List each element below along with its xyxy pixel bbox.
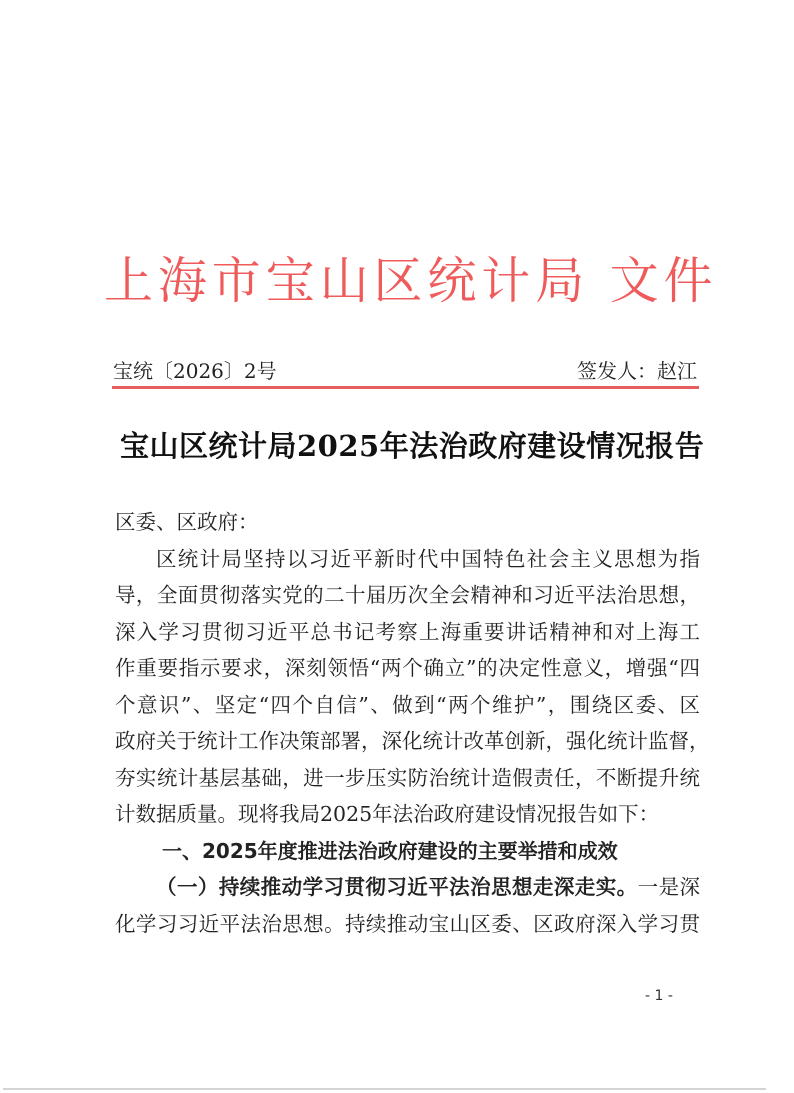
document-number: 宝统〔2026〕2号 xyxy=(113,359,277,383)
page-bottom-edge xyxy=(3,1088,766,1090)
document-header-title: 上海市宝山区统计局 文件 xyxy=(104,252,718,310)
page-number: - 1 - xyxy=(645,988,673,1004)
signer: 签发人：赵江 xyxy=(577,359,697,383)
paragraph-line: 作重要指示要求，深刻领悟“两个确立”的决定性意义，增强“四 xyxy=(115,656,700,680)
document-meta-row xyxy=(113,356,697,386)
paragraph-line: 导，全面贯彻落实党的二十届历次全会精神和习近平法治思想， xyxy=(115,583,700,607)
salutation: 区委、区政府： xyxy=(115,510,259,534)
section-heading: 一、2025年度推进法治政府建设的主要举措和成效 xyxy=(162,838,618,863)
paragraph-line: 深入学习贯彻习近平总书记考察上海重要讲话精神和对上海工 xyxy=(115,619,700,644)
paragraph-line: 计数据质量。现将我局2025年法治政府建设情况报告如下： xyxy=(115,802,660,826)
paragraph-line: 政府关于统计工作决策部署，深化统计改革创新，强化统计监督， xyxy=(115,729,710,753)
subsection-line xyxy=(115,869,700,906)
paragraph-line: 区统计局坚持以习近平新时代中国特色社会主义思想为指 xyxy=(156,546,700,571)
paragraph-line: 个意识”、坚定“四个自信”、做到“两个维护”，围绕区委、区 xyxy=(115,692,700,717)
subsection-heading: （一）持续推动学习贯彻习近平法治思想走深走实。 xyxy=(156,875,638,899)
paragraph-line: 化学习习近平法治思想。持续推动宝山区委、区政府深入学习贯 xyxy=(115,911,700,936)
document-body xyxy=(115,504,710,942)
red-divider-rule xyxy=(112,386,699,389)
paragraph-line: 夯实统计基层基础，进一步压实防治统计造假责任，不断提升统 xyxy=(115,765,700,790)
subsection-text: 一是深 xyxy=(637,875,701,899)
report-title: 宝山区统计局2025年法治政府建设情况报告 xyxy=(120,429,705,463)
